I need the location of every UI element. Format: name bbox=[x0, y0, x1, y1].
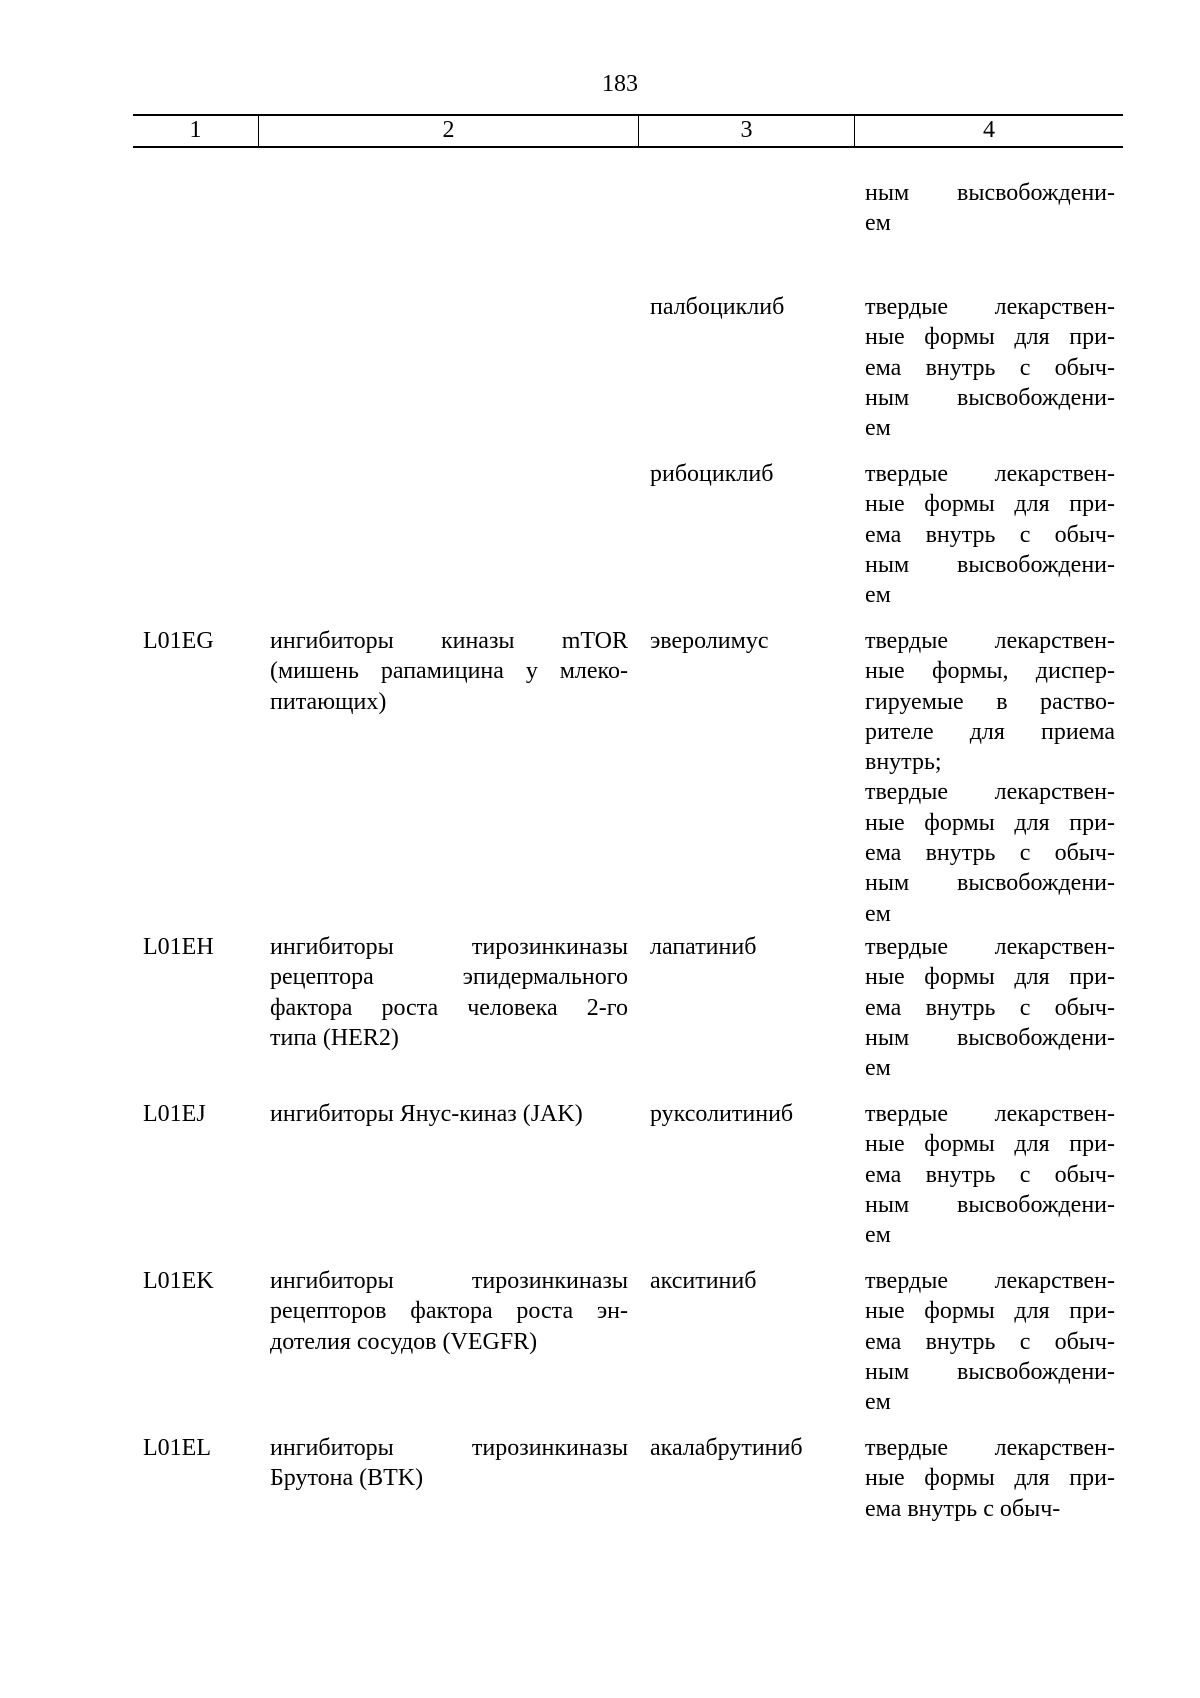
form-word: при- bbox=[1069, 1465, 1115, 1492]
form-word: ем bbox=[865, 582, 891, 609]
form-word: твердые bbox=[865, 779, 949, 806]
form-line bbox=[865, 1463, 1115, 1493]
form-line bbox=[865, 489, 1115, 519]
drug-name: палбоциклиб bbox=[650, 294, 785, 320]
form-word: при- bbox=[1069, 964, 1115, 991]
form-word: ным bbox=[865, 1358, 910, 1385]
form-word: для bbox=[1014, 491, 1050, 518]
form-line bbox=[865, 1387, 1115, 1417]
drug-name: руксолитиниб bbox=[650, 1101, 794, 1127]
pharmacological-group bbox=[258, 626, 638, 717]
group-line bbox=[270, 932, 628, 962]
form-word: ные bbox=[865, 809, 905, 836]
group-word: рапамицина bbox=[380, 658, 504, 685]
form-word: обыч- bbox=[1054, 994, 1115, 1021]
form-word: лекарствен- bbox=[994, 934, 1115, 960]
form-line bbox=[865, 1220, 1115, 1250]
atc-code: L01EK bbox=[143, 1268, 214, 1294]
form-word: формы bbox=[924, 1465, 995, 1492]
group-word: Брутона (BTK) bbox=[270, 1465, 424, 1492]
form-word: твердые bbox=[865, 1101, 949, 1127]
form-word: твердые bbox=[865, 628, 949, 654]
group-word: тирозинкиназы bbox=[471, 1268, 628, 1294]
form-word: для bbox=[1014, 809, 1050, 836]
form-word: с bbox=[1019, 521, 1031, 548]
form-word: для bbox=[1014, 1131, 1050, 1158]
form-word: с bbox=[1019, 840, 1031, 867]
form-word: диспер- bbox=[1035, 658, 1115, 685]
form-word: формы bbox=[924, 809, 995, 836]
drug-name: акситиниб bbox=[650, 1268, 757, 1294]
group-word: ингибиторы bbox=[270, 1435, 394, 1461]
form-word: ные bbox=[865, 964, 905, 991]
form-line bbox=[865, 1099, 1115, 1129]
form-line bbox=[865, 717, 1115, 747]
form-word: ем bbox=[865, 1222, 891, 1249]
form-word: с bbox=[1019, 994, 1031, 1021]
form-word: твердые bbox=[865, 934, 949, 960]
form-line bbox=[865, 1327, 1115, 1357]
form-word: обыч- bbox=[1054, 1328, 1115, 1355]
group-word: киназы bbox=[440, 628, 515, 654]
group-line bbox=[270, 1463, 628, 1493]
group-word: фактора bbox=[410, 1298, 493, 1325]
form-word: ным bbox=[865, 384, 910, 411]
form-word: ем bbox=[865, 415, 891, 442]
group-line bbox=[270, 1296, 628, 1326]
group-word: тирозинкиназы bbox=[471, 934, 628, 960]
form-word: для bbox=[1014, 324, 1050, 351]
form-word: для bbox=[1014, 964, 1050, 991]
page-number: 183 bbox=[602, 71, 638, 97]
drug-name: эверолимус bbox=[650, 628, 769, 654]
form-word: ным bbox=[865, 1024, 910, 1051]
group-word: эн- bbox=[596, 1298, 628, 1325]
form-line bbox=[865, 1296, 1115, 1326]
form-word: ем bbox=[865, 1055, 891, 1082]
form-line bbox=[865, 1129, 1115, 1159]
form-line bbox=[865, 626, 1115, 656]
table-row bbox=[133, 292, 1123, 443]
form-word: высвобождени- bbox=[956, 180, 1115, 206]
dosage-form bbox=[854, 459, 1123, 610]
form-word: формы, bbox=[931, 658, 1009, 685]
form-word: с bbox=[983, 1495, 994, 1522]
form-word: высвобождени- bbox=[956, 1191, 1115, 1218]
form-word: ема bbox=[865, 1161, 902, 1188]
group-line bbox=[270, 626, 628, 656]
form-word: высвобождени- bbox=[956, 384, 1115, 411]
group-word: 2-го bbox=[586, 994, 628, 1021]
group-line bbox=[270, 687, 628, 717]
form-word: ные bbox=[865, 324, 905, 351]
form-word: внутрь bbox=[925, 521, 996, 548]
drug-name: акалабрутиниб bbox=[650, 1435, 803, 1461]
group-word: роста bbox=[516, 1298, 574, 1325]
table-row bbox=[133, 626, 1123, 929]
form-word: ема bbox=[865, 840, 902, 867]
form-word: формы bbox=[924, 324, 995, 351]
group-word: фактора bbox=[270, 994, 353, 1021]
group-word: ингибиторы bbox=[270, 1268, 394, 1294]
table-row bbox=[133, 932, 1123, 1083]
form-word: ема bbox=[865, 1495, 902, 1522]
form-word: при- bbox=[1069, 1131, 1115, 1158]
group-line bbox=[270, 1433, 628, 1463]
group-line bbox=[270, 1327, 628, 1357]
form-line bbox=[865, 656, 1115, 686]
form-line bbox=[865, 178, 1115, 208]
form-word: с bbox=[1019, 354, 1031, 381]
form-line bbox=[865, 1433, 1115, 1463]
form-line bbox=[865, 962, 1115, 992]
form-line bbox=[865, 383, 1115, 413]
group-line bbox=[270, 962, 628, 992]
drug-table bbox=[133, 114, 1123, 1522]
form-word: формы bbox=[924, 1131, 995, 1158]
form-word: лекарствен- bbox=[994, 628, 1115, 654]
form-word: внутрь bbox=[925, 354, 996, 381]
form-line bbox=[865, 292, 1115, 322]
form-line bbox=[865, 687, 1115, 717]
form-word: ема bbox=[865, 354, 902, 381]
group-word: тирозинкиназы bbox=[471, 1435, 628, 1461]
dosage-form bbox=[854, 292, 1123, 443]
group-line bbox=[270, 993, 628, 1023]
form-line bbox=[865, 747, 1115, 777]
form-word: ные bbox=[865, 1131, 905, 1158]
group-line bbox=[270, 1023, 628, 1053]
form-line bbox=[865, 1190, 1115, 1220]
form-word: ным bbox=[865, 1191, 910, 1218]
form-word: формы bbox=[924, 964, 995, 991]
form-word: с bbox=[1019, 1328, 1031, 1355]
drug-name: лапатиниб bbox=[650, 934, 757, 960]
form-line bbox=[865, 1023, 1115, 1053]
group-line bbox=[270, 1266, 628, 1296]
form-line bbox=[865, 580, 1115, 610]
group-word: mTOR bbox=[561, 628, 628, 654]
form-word: ные bbox=[865, 658, 905, 685]
group-line bbox=[270, 1099, 628, 1129]
form-line bbox=[865, 550, 1115, 580]
atc-code: L01EJ bbox=[143, 1101, 206, 1127]
form-word: обыч- bbox=[1054, 1161, 1115, 1188]
form-word: внутрь; bbox=[865, 749, 942, 776]
form-word: при- bbox=[1069, 1298, 1115, 1325]
form-line bbox=[865, 322, 1115, 352]
form-line bbox=[865, 899, 1115, 929]
form-word: формы bbox=[924, 1298, 995, 1325]
group-word: ингибиторы bbox=[270, 628, 394, 654]
table-row bbox=[133, 1099, 1123, 1250]
pharmacological-group bbox=[258, 1433, 638, 1494]
dosage-form bbox=[854, 1266, 1123, 1417]
atc-code: L01EG bbox=[143, 628, 214, 654]
form-word: внутрь bbox=[925, 840, 996, 867]
form-line bbox=[865, 520, 1115, 550]
group-word: ингибиторы bbox=[270, 934, 394, 960]
column-header-1: 1 bbox=[189, 117, 202, 143]
form-word: лекарствен- bbox=[994, 1101, 1115, 1127]
form-word: ным bbox=[865, 551, 910, 578]
form-word: внутрь bbox=[925, 1161, 996, 1188]
form-word: гируемые bbox=[865, 688, 964, 715]
form-line bbox=[865, 413, 1115, 443]
form-word: для bbox=[1014, 1465, 1050, 1492]
form-line bbox=[865, 808, 1115, 838]
form-line bbox=[865, 777, 1115, 807]
form-word: обыч- bbox=[1054, 521, 1115, 548]
form-line bbox=[865, 1266, 1115, 1296]
pharmacological-group bbox=[258, 1099, 638, 1129]
form-word: внутрь bbox=[925, 994, 996, 1021]
dosage-form bbox=[854, 1099, 1123, 1250]
form-word: обыч- bbox=[999, 1495, 1061, 1522]
form-word: высвобождени- bbox=[956, 1024, 1115, 1051]
form-line bbox=[865, 353, 1115, 383]
pharmacological-group bbox=[258, 1266, 638, 1357]
column-header-4: 4 bbox=[854, 116, 1123, 146]
form-word: высвобождени- bbox=[956, 870, 1115, 897]
group-word: питающих) bbox=[270, 688, 387, 715]
form-line bbox=[865, 1160, 1115, 1190]
atc-code: L01EH bbox=[143, 934, 214, 960]
group-word: (мишень bbox=[270, 658, 359, 685]
group-line bbox=[270, 656, 628, 686]
table-row bbox=[133, 1266, 1123, 1417]
form-word: при- bbox=[1069, 491, 1115, 518]
form-word: твердые bbox=[865, 294, 949, 320]
form-word: для bbox=[1014, 1298, 1050, 1325]
form-word: ем bbox=[865, 210, 891, 237]
form-word: при- bbox=[1069, 324, 1115, 351]
form-word: твердые bbox=[865, 1435, 949, 1461]
dosage-form bbox=[854, 178, 1123, 239]
form-word: обыч- bbox=[1054, 354, 1115, 381]
column-header-2: 2 bbox=[258, 116, 638, 146]
form-word: в bbox=[996, 688, 1008, 715]
form-line bbox=[865, 932, 1115, 962]
form-word: рителе bbox=[865, 718, 934, 745]
form-word: высвобождени- bbox=[956, 551, 1115, 578]
form-word: лекарствен- bbox=[994, 779, 1115, 806]
drug-name: рибоциклиб bbox=[650, 461, 774, 487]
group-word: млеко- bbox=[559, 658, 628, 685]
dosage-form bbox=[854, 932, 1123, 1083]
form-line bbox=[865, 1357, 1115, 1387]
dosage-form bbox=[854, 626, 1123, 929]
form-word: лекарствен- bbox=[994, 1268, 1115, 1294]
form-line bbox=[865, 1053, 1115, 1083]
form-word: ем bbox=[865, 900, 891, 927]
group-word: ингибиторы Янус-киназ (JAK) bbox=[270, 1101, 583, 1127]
form-word: ные bbox=[865, 491, 905, 518]
column-header-3: 3 bbox=[638, 116, 854, 146]
table-header-row bbox=[133, 114, 1123, 148]
form-line bbox=[865, 838, 1115, 868]
form-word: ным bbox=[865, 180, 910, 206]
form-word: при- bbox=[1069, 809, 1115, 836]
form-word: ема bbox=[865, 521, 902, 548]
form-word: ные bbox=[865, 1465, 905, 1492]
table-row bbox=[133, 178, 1123, 239]
form-word: высвобождени- bbox=[956, 1358, 1115, 1385]
form-word: твердые bbox=[865, 461, 949, 487]
group-word: рецептора bbox=[270, 964, 374, 991]
form-line bbox=[865, 208, 1115, 238]
form-word: раство- bbox=[1040, 688, 1115, 715]
form-word: ема bbox=[865, 1328, 902, 1355]
pharmacological-group bbox=[258, 932, 638, 1053]
group-word: эпидермального bbox=[462, 964, 628, 991]
form-word: ным bbox=[865, 870, 910, 897]
dosage-form bbox=[854, 1433, 1123, 1524]
form-line bbox=[865, 459, 1115, 489]
form-line bbox=[865, 1494, 1115, 1524]
form-word: для bbox=[969, 718, 1005, 745]
form-word: с bbox=[1019, 1161, 1031, 1188]
form-line bbox=[865, 868, 1115, 898]
form-word: ные bbox=[865, 1298, 905, 1325]
form-word: формы bbox=[924, 491, 995, 518]
form-line bbox=[865, 993, 1115, 1023]
form-word: лекарствен- bbox=[994, 294, 1115, 320]
table-row bbox=[133, 459, 1123, 610]
form-word: ема bbox=[865, 994, 902, 1021]
group-word: человека bbox=[467, 994, 558, 1021]
group-word: у bbox=[525, 658, 538, 685]
group-word: роста bbox=[381, 994, 439, 1021]
form-word: внутрь bbox=[907, 1495, 978, 1522]
form-word: лекарствен- bbox=[994, 1435, 1115, 1461]
group-word: рецепторов bbox=[270, 1298, 387, 1325]
group-word: типа (HER2) bbox=[270, 1024, 399, 1051]
form-word: ем bbox=[865, 1389, 891, 1416]
group-word: дотелия сосудов (VEGFR) bbox=[270, 1328, 538, 1355]
form-word: обыч- bbox=[1054, 840, 1115, 867]
form-word: внутрь bbox=[925, 1328, 996, 1355]
form-word: лекарствен- bbox=[994, 461, 1115, 487]
form-word: твердые bbox=[865, 1268, 949, 1294]
atc-code: L01EL bbox=[143, 1435, 211, 1461]
table-row bbox=[133, 1433, 1123, 1524]
form-word: приема bbox=[1040, 718, 1115, 745]
